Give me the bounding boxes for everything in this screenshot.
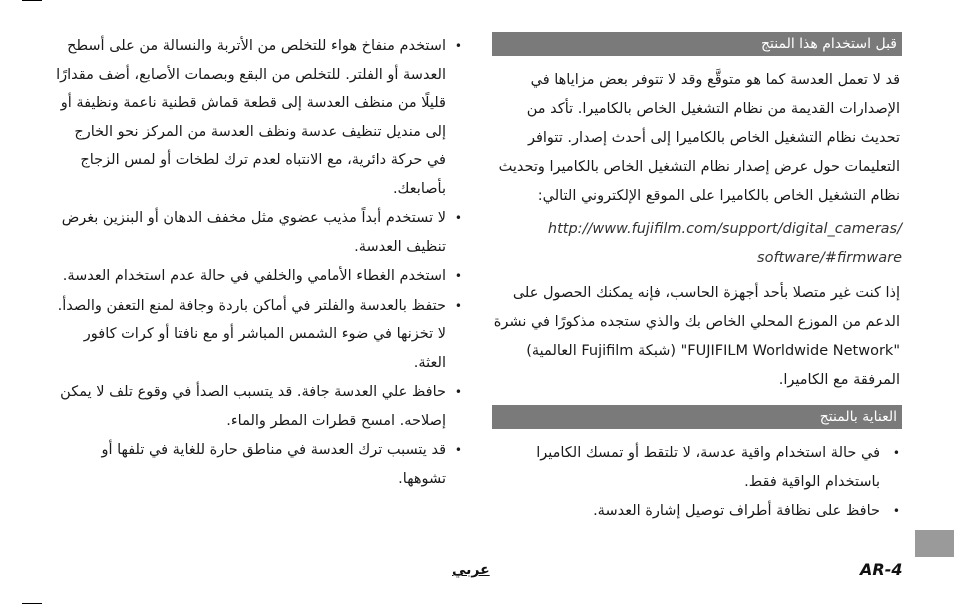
bullet-icon: • [454,269,462,283]
product-care-list [492,439,902,526]
list-item [56,292,464,378]
before-use-paragraph-2: إذا كنت غير متصلا بأحد أجهزة الحاسب، فإنه يمكنك الحصول على الدعم من الموزع المحلي الخاص بك والذي ستجده مذكورًا في نشرة "FUJIFILM Worldwide Network" (شبكة Fujifilm العالمية) المرفقة مع الكاميرا. [493,285,900,388]
list-item [492,439,902,496]
product-care-header: العناية بالمنتج [492,405,902,429]
bullet-text: حافظ على نظافة أطراف توصيل إشارة العدسة. [593,503,880,519]
bullet-text: استخدم الغطاء الأمامي والخلفي في حالة عدم استخدام العدسة. [62,268,446,284]
bullet-icon: • [454,443,462,457]
bullet-icon: • [454,298,462,313]
bullet-text: حتفظ بالعدسة والفلتر في أماكن باردة وجافة لمنع التعفن والصدأ. لا تخزنها في ضوء الشمس المباشر أو مع نافتا أو كرات كافور العثة. [57,297,446,371]
bullet-text: استخدم منفاخ هواء للتخلص من الأتربة والنسالة من على أسطح العدسة أو الفلتر. للتخلص من البقع وبصمات الأصابع، أضف مقدارًا قليلًا من منظف العدسة إلى قطعة قماش قطنية ناعمة ونظيفة أو إلى منديل تنظيف عدسة ونظف العدسة من المركز نحو الخارج في حركة دائرية، مع الانتباه لعدم ترك لطخات أو لمس الزجاج بأصابعك. [56,38,446,197]
right-column [492,32,902,527]
bullet-text: حافظ علي العدسة جافة. قد يتسبب الصدأ في وقوع تلف لا يمكن إصلاحه. امسح قطرات المطر والماء. [60,384,446,429]
language-label: عربي [452,562,490,578]
bullet-text: لا تستخدم أبداً مذيب عضوي مثل مخفف الدهان أو البنزين بغرض تنظيف العدسة. [61,210,446,255]
list-item [492,497,902,526]
before-use-paragraph-1: قد لا تعمل العدسة كما هو متوقَّع وقد لا تتوفر بعض مزاياها في الإصدارات القديمة من نظام التشغيل الخاص بالكاميرا. تأكد من تحديث نظام التشغيل الخاص بالكاميرا إلى أحدث إصدار. تتوافر التعليمات حول عرض إصدار نظام التشغيل الخاص بالكاميرا وتحديث نظام التشغيل الخاص بالكاميرا على الموقع الإلكتروني التالي: [498,72,900,204]
language-tab [915,530,954,557]
bullet-icon: • [454,211,462,225]
bullet-icon: • [454,385,462,399]
crop-mark-top [22,0,42,1]
firmware-url-line-1[interactable]: http://www.fujifilm.com/support/digital_cameras/ [547,221,902,237]
bullet-icon: • [892,446,900,460]
list-item [56,436,464,493]
list-item [56,378,464,435]
bullet-text: قد يتسبب ترك العدسة في مناطق حارة للغاية في تلفها أو تشوهها. [101,442,446,487]
left-column [56,32,464,494]
firmware-url-line-2[interactable]: software/#firmware [757,250,902,266]
bullet-text: في حالة استخدام واقية عدسة، لا تلتقط أو تمسك الكاميرا باستخدام الواقية فقط. [536,445,880,490]
bullet-icon: • [454,39,462,53]
before-use-header: قبل استخدام هذا المنتج [492,32,902,56]
care-continued-list [56,32,464,493]
list-item [56,32,464,203]
firmware-url[interactable] [492,215,902,273]
page-number: AR-4 [860,560,903,579]
list-item [56,204,464,261]
bullet-icon: • [892,504,900,518]
list-item [56,262,464,291]
